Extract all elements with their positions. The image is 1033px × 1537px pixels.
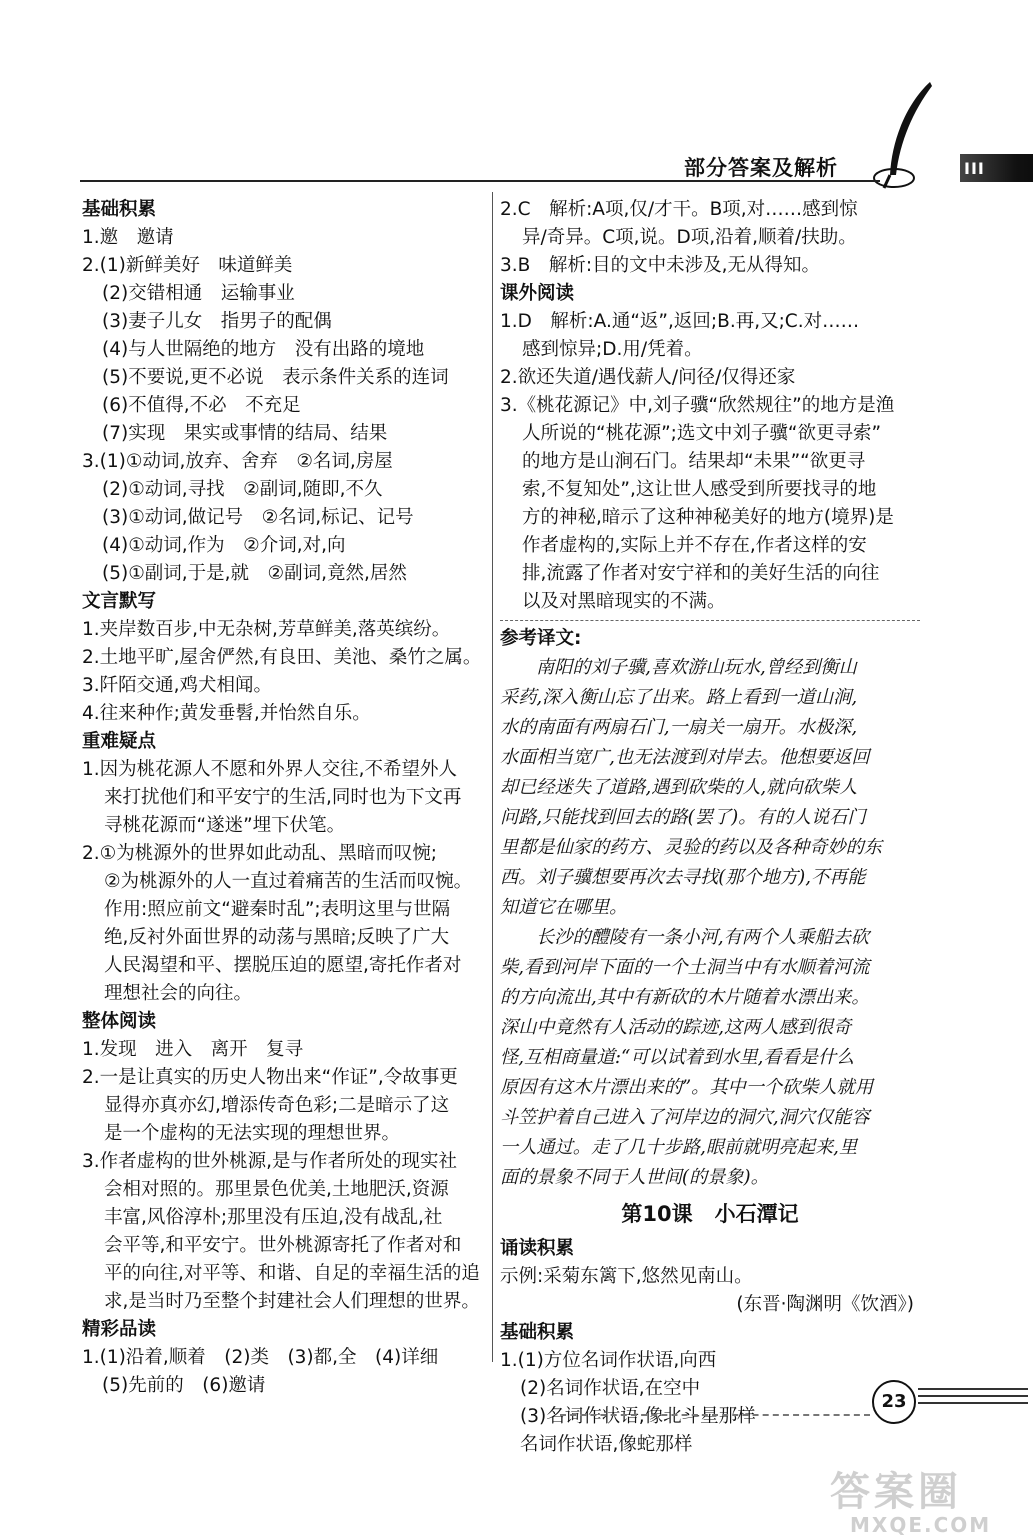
section-title-songdu: 诵读积累 — [500, 1238, 575, 1259]
translation-line: 采药,深入衡山忘了出来。路上看到一道山涧, — [500, 687, 858, 708]
poem-source: (东晋·陶渊明《饮酒》) — [736, 1294, 914, 1315]
answer-line: 名词作状语,像蛇那样 — [520, 1434, 693, 1455]
section-title-zhongnan: 重难疑点 — [82, 731, 157, 752]
answer-line: 2.C 解析:A项,仅/才干。B项,对……感到惊 — [500, 199, 858, 220]
section-title-jichu: 基础积累 — [82, 199, 157, 220]
footer-dashed-rule — [560, 1414, 870, 1416]
section-title-zhengti: 整体阅读 — [82, 1011, 157, 1032]
right-column — [500, 196, 920, 1459]
answer-line: 平的向往,对平等、和谐、自足的幸福生活的追 — [104, 1263, 480, 1284]
translation-line: 水面相当宽广,也无法渡到对岸去。他想要返回 — [500, 747, 870, 768]
answer-line: (2)①动词,寻找 ②副词,随即,不久 — [102, 479, 383, 500]
header-bar-text: III — [964, 159, 985, 178]
section-title-kewai: 课外阅读 — [500, 283, 575, 304]
answer-line: 1.D 解析:A.通“返”,返回;B.再,又;C.对…… — [500, 311, 860, 332]
translation-line: 知道它在哪里。 — [500, 897, 628, 918]
translation-line: 西。刘子骥想要再次去寻找(那个地方),不再能 — [500, 867, 866, 888]
translation-line: 怪,互相商量道:“可以试着到水里,看看是什么 — [500, 1047, 855, 1068]
watermark-logo — [830, 1469, 1030, 1537]
answer-line: (3)名词作状语,像北斗星那样 — [520, 1406, 756, 1427]
page-number: 23 — [872, 1380, 916, 1424]
translation-line: 深山中竟然有人活动的踪迹,这两人感到很奇 — [500, 1017, 852, 1038]
translation-box — [500, 620, 920, 1193]
answer-line: 作用:照应前文“避秦时乱”;表明这里与世隔 — [104, 899, 451, 920]
lesson-title — [500, 1195, 920, 1233]
translation-line: 的方向流出,其中有新砍的木片随着水漂出来。 — [500, 987, 870, 1008]
answer-line: 索,不复知处”,这让世人感受到所要找寻的地 — [522, 479, 877, 500]
answer-line: 排,流露了作者对安宁祥和的美好生活的向往 — [522, 563, 880, 584]
answer-line: (5)①副词,于是,就 ②副词,竟然,居然 — [102, 563, 407, 584]
answer-line: 3.阡陌交通,鸡犬相闻。 — [82, 675, 273, 696]
answer-line: 人所说的“桃花源”;选文中刘子骥“欲更寻索” — [522, 423, 882, 444]
translation-line: 面的景象不同于人世间(的景象)。 — [500, 1167, 769, 1188]
answer-line: (3)妻子儿女 指男子的配偶 — [102, 311, 332, 332]
answer-line: 寻桃花源而“遂迷”埋下伏笔。 — [104, 815, 346, 836]
lesson-number: 第10课 — [621, 1202, 693, 1226]
quill-pen-icon — [870, 80, 940, 190]
answer-line: ②为桃源外的人一直过着痛苦的生活而叹惋。 — [104, 871, 473, 892]
answer-line: 3.作者虚构的世外桃源,是与作者所处的现实社 — [82, 1151, 458, 1172]
translation-line: 里都是仙家的药方、灵验的药以及各种奇妙的东 — [500, 837, 882, 858]
answer-line: (2)名词作状语,在空中 — [520, 1378, 701, 1399]
answer-line: 理想社会的向往。 — [104, 983, 253, 1004]
answer-line: 会平等,和平安宁。世外桃源寄托了作者对和 — [104, 1235, 462, 1256]
answer-line: (3)①动词,做记号 ②名词,标记、记号 — [102, 507, 414, 528]
answer-line: 1.夹岸数百步,中无杂树,芳草鲜美,落英缤纷。 — [82, 619, 451, 640]
page-header — [80, 140, 1020, 186]
answer-line: 2.(1)新鲜美好 味道鲜美 — [82, 255, 293, 276]
answer-line: 3.B 解析:目的文中未涉及,无从得知。 — [500, 255, 820, 276]
translation-line: 柴,看到河岸下面的一个土洞当中有水顺着河流 — [500, 957, 870, 978]
translation-line: 南阳的刘子骥,喜欢游山玩水,曾经到衡山 — [536, 657, 857, 678]
answer-line: 1.(1)沿着,顺着 (2)类 (3)都,全 (4)详细 — [82, 1347, 439, 1368]
answer-line: 1.邀 邀请 — [82, 227, 174, 248]
translation-line: 一人通过。走了几十步路,眼前就明亮起来,里 — [500, 1137, 858, 1158]
section-title-jichu2: 基础积累 — [500, 1322, 575, 1343]
answer-line: 求,是当时乃至整个封建社会人们理想的世界。 — [104, 1291, 480, 1312]
answer-line: 2.欲还失道/遇伐薪人/问径/仅得还家 — [500, 367, 796, 388]
answer-line: 显得亦真亦幻,增添传奇色彩;二是暗示了这 — [104, 1095, 450, 1116]
answer-line: (4)与人世隔绝的地方 没有出路的境地 — [102, 339, 425, 360]
answer-line: (7)实现 果实或事情的结局、结果 — [102, 423, 388, 444]
answer-line: 2.①为桃源外的世界如此动乱、黑暗而叹惋; — [82, 843, 437, 864]
answer-line: 方的神秘,暗示了这种神秘美好的地方(境界)是 — [522, 507, 894, 528]
translation-line: 长沙的醴陵有一条小河,有两个人乘船去砍 — [536, 927, 870, 948]
answer-line: 是一个虚构的无法实现的理想世界。 — [104, 1123, 401, 1144]
section-title-cankao: 参考译文: — [500, 628, 582, 649]
translation-line: 水的南面有两扇石门,一扇关一扇开。水极深, — [500, 717, 858, 738]
lesson-name: 小石潭记 — [714, 1202, 799, 1226]
answer-line: 4.往来种作;黄发垂髫,并怡然自乐。 — [82, 703, 371, 724]
answer-line: 作者虚构的,实际上并不存在,作者这样的安 — [522, 535, 867, 556]
answer-line: 会相对照的。那里景色优美,土地肥沃,资源 — [104, 1179, 449, 1200]
answer-line: 感到惊异;D.用/凭着。 — [522, 339, 703, 360]
answer-line: 2.土地平旷,屋舍俨然,有良田、美池、桑竹之属。 — [82, 647, 482, 668]
answer-line: 的地方是山涧石门。结果却“未果”“欲更寻 — [522, 451, 866, 472]
section-title-moxie: 文言默写 — [82, 591, 157, 612]
answer-line: 以及对黑暗现实的不满。 — [522, 591, 726, 612]
answer-line: (5)先前的 (6)邀请 — [102, 1375, 266, 1396]
column-divider — [492, 192, 493, 1362]
answer-line: 绝,反衬外面世界的动荡与黑暗;反映了广大 — [104, 927, 450, 948]
watermark-big-text: 答案圈 — [830, 1469, 962, 1515]
translation-text — [500, 653, 920, 1193]
answer-line: 人民渴望和平、摆脱压迫的愿望,寄托作者对 — [104, 955, 462, 976]
answer-line: 来打扰他们和平安宁的生活,同时也为下文再 — [104, 787, 462, 808]
page-footer — [560, 1380, 1030, 1440]
answer-line: 1.因为桃花源人不愿和外界人交往,不希望外人 — [82, 759, 458, 780]
section-title-jingcai: 精彩品读 — [82, 1319, 157, 1340]
answer-line: 1.(1)方位名词作状语,向西 — [500, 1350, 717, 1371]
answer-line: (6)不值得,不必 不充足 — [102, 395, 301, 416]
footer-decoration-lines — [918, 1388, 1028, 1412]
header-title: 部分答案及解析 — [684, 156, 838, 180]
answer-line: 示例:采菊东篱下,悠然见南山。 — [500, 1266, 753, 1287]
answer-line: (5)不要说,更不必说 表示条件关系的连词 — [102, 367, 449, 388]
answer-line: (2)交错相通 运输事业 — [102, 283, 295, 304]
answer-line: 3.《桃花源记》中,刘子骥“欣然规往”的地方是渔 — [500, 395, 895, 416]
answer-line: (4)①动词,作为 ②介词,对,向 — [102, 535, 346, 556]
answer-line: 1.发现 进入 离开 复寻 — [82, 1039, 304, 1060]
translation-line: 原因有这木片漂出来的”。其中一个砍柴人就用 — [500, 1077, 874, 1098]
answer-line: 丰富,风俗淳朴;那里没有压迫,没有战乱,社 — [104, 1207, 443, 1228]
translation-line: 问路,只能找到回去的路(罢了)。有的人说石门 — [500, 807, 866, 828]
answer-line: 异/奇异。C项,说。D项,沿着,顺着/扶助。 — [522, 227, 857, 248]
translation-line: 却已经迷失了道路,遇到砍柴的人,就向砍柴人 — [500, 777, 858, 798]
left-column — [82, 196, 480, 1400]
translation-line: 斗笠护着自己进入了河岸边的洞穴,洞穴仅能容 — [500, 1107, 870, 1128]
answer-line: 3.(1)①动词,放弃、舍弃 ②名词,房屋 — [82, 451, 393, 472]
answer-line: 2.一是让真实的历史人物出来“作证”,令故事更 — [82, 1067, 458, 1088]
watermark-url-text: MXQE.COM — [850, 1513, 992, 1537]
header-bar — [960, 154, 1033, 182]
